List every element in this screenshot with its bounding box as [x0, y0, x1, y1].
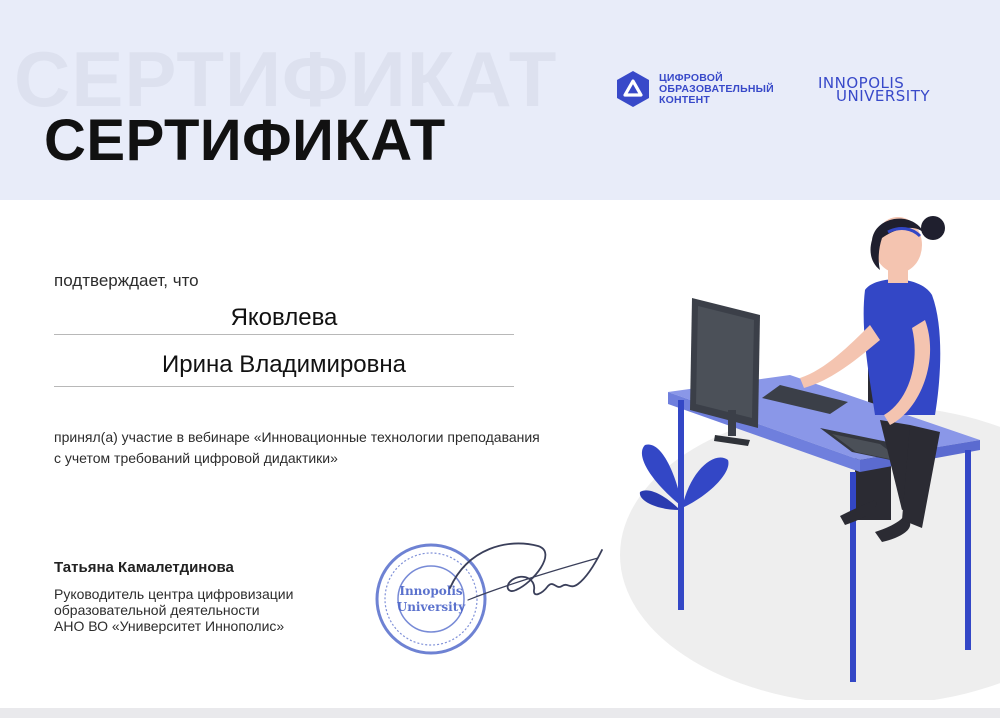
- cdk-logo: [615, 70, 774, 108]
- confirms-text: подтверждает, что: [54, 271, 199, 290]
- participation-text: [54, 427, 540, 469]
- signer-role-line2: образовательной деятельности: [54, 602, 260, 618]
- certificate-title: СЕРТИФИКАТ: [44, 108, 446, 173]
- signer-role-line3: АНО ВО «Университет Иннополис»: [54, 618, 285, 634]
- bottom-strip: [0, 708, 1000, 718]
- ghost-title: СЕРТИФИКАТ: [14, 35, 558, 123]
- recipient-surname: Яковлева: [230, 304, 338, 331]
- innopolis-logo: [818, 74, 931, 105]
- participation-line1: принял(а) участие в вебинаре «Инновационные технологии преподавания: [54, 429, 540, 445]
- innopolis-logo-line2: UNIVERSITY: [836, 87, 931, 105]
- cdk-logo-line2: ОБРАЗОВАТЕЛЬНЫЙ: [659, 82, 774, 95]
- cdk-logo-line1: ЦИФРОВОЙ: [659, 71, 723, 84]
- cdk-logo-line3: КОНТЕНТ: [659, 93, 710, 106]
- signature-mark: [438, 528, 608, 618]
- participation-line2: с учетом требований цифровой дидактики»: [54, 450, 338, 466]
- woman-at-desk-illustration: [620, 210, 1000, 700]
- recipient-given-names: Ирина Владимировна: [162, 351, 406, 378]
- innopolis-logo-line1: INNOPOLIS: [818, 74, 905, 92]
- surname-rule: [54, 334, 514, 335]
- stamp-line2: University: [396, 600, 466, 614]
- stamp-line1: Innopolis: [399, 584, 463, 598]
- given-names-rule: [54, 386, 514, 387]
- signer-role: [54, 586, 293, 634]
- signer-name: Татьяна Камалетдинова: [54, 559, 234, 576]
- signer-role-line1: Руководитель центра цифровизации: [54, 586, 294, 602]
- cdk-logo-icon: [615, 70, 651, 108]
- cdk-logo-text: [659, 73, 774, 106]
